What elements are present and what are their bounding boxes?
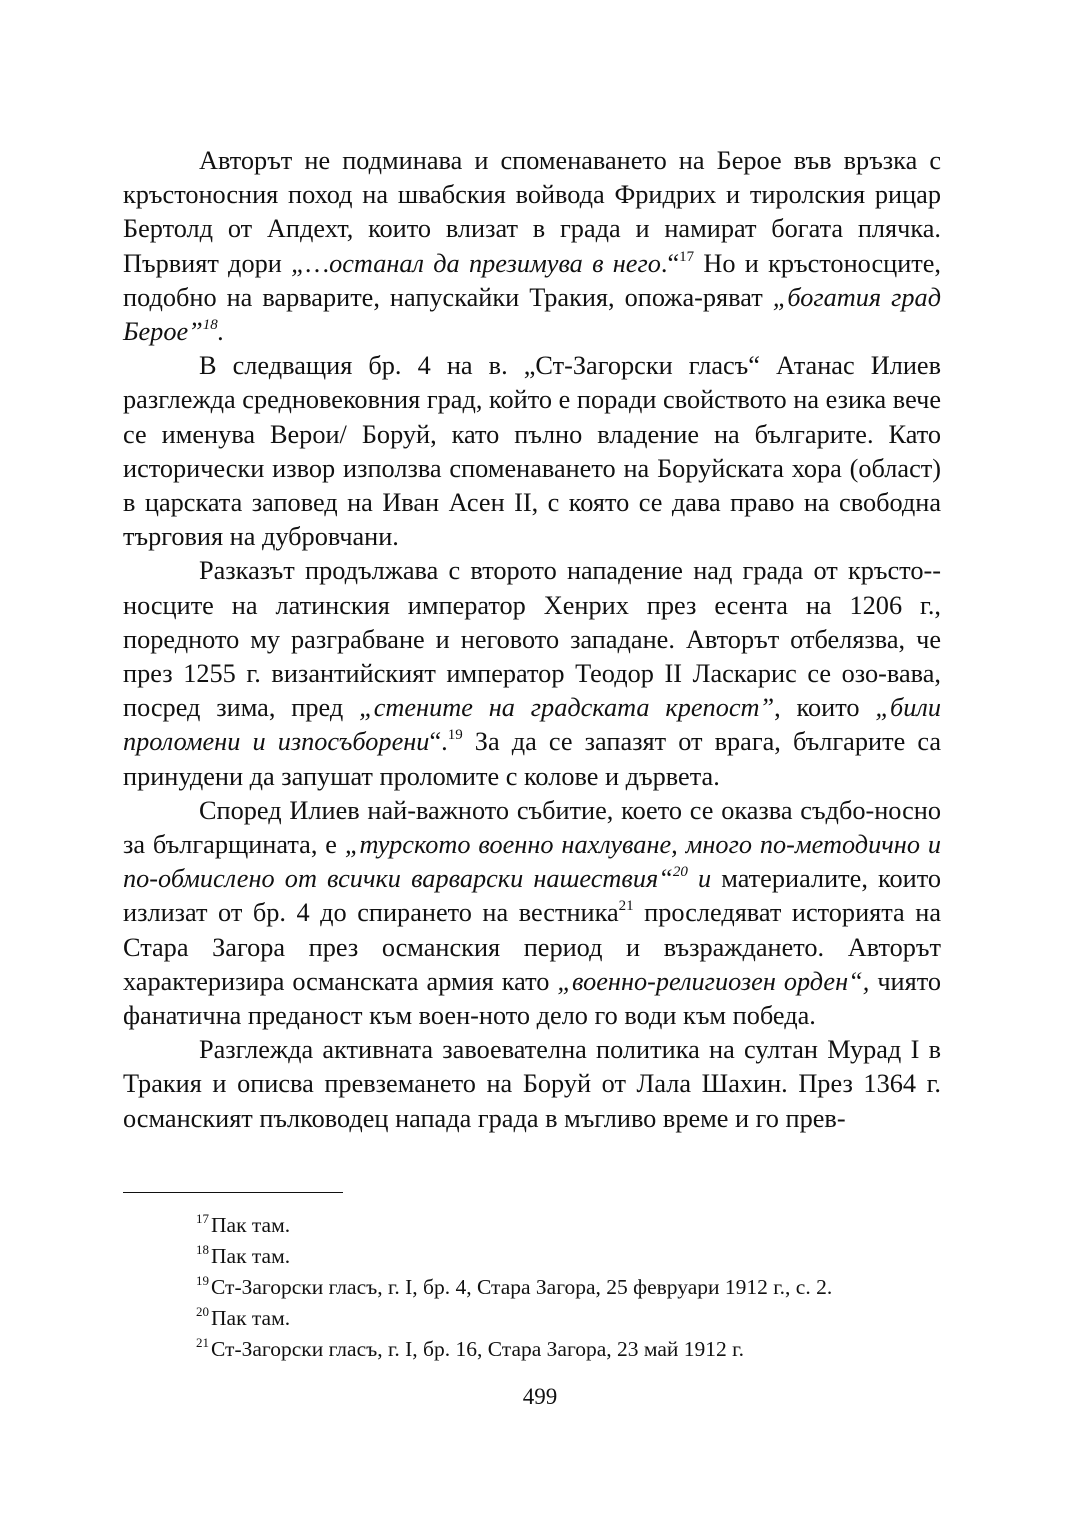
footnote-20: $^{20}$Пак там.: [196, 1304, 291, 1330]
footnote-ref-20: 20: [672, 864, 688, 881]
footnote-19: $^{19}$Ст-Загорски гласъ, г. I, бр. 4, Стара Загора, 25 февруари 1912 г., с. 2.: [196, 1273, 833, 1299]
footnotes: [196, 1210, 956, 1365]
footnote-ref-18: 18: [202, 317, 218, 334]
footnote-ref-17: 17: [679, 248, 695, 265]
page-number: 499: [522, 1384, 558, 1409]
footnote-18: $^{18}$Пак там.: [196, 1242, 291, 1268]
paragraph-2: В следващия бр. 4 на в. „Ст-Загорски гласъ“ Атанас Илиев разглежда средновековния град, който е поради свойството на езика вече се именува Верои/ Боруй, като пълно владение на българите. Като исторически извор използва споменаването на Боруйската хора (област) в царската заповед на Иван Асен II, с която се дава право на свободна търговия на дубровчани.: [123, 351, 941, 552]
paragraph-4: Според Илиев най-важното събитие, което се оказва съдбо-носно за българщината, е „турското военно нахлуване, много по-методично и по-обмислено от всички варварски нашествия“$^{20}$ и материалите, които излизат от бр. 4 до спирането на вестника$^{21}$ проследяват историята на Стара Загора през османския период и възраждането. Авторът характеризира османската армия като „военно-религиозен орден“, чиято фанатична преданост към воен-ното дело го води към победа.: [123, 795, 942, 1031]
paragraph-1: Авторът не подминава и споменаването на Берое във връзка с кръстоносния поход на швабския войвода Фридрих и тиролския рицар Бертолд от Апдехт, които влизат в града и намират богата плячка. Първият дори „…останал да презимува в него.“$^{17}$ Но и кръстоносците, подобно на варварите, напускайки Тракия, опожа-ряват „богатия град Берое”$^{18}$.: [123, 146, 942, 347]
paragraph-3: Разказът продължава с второто нападение над града от кръсто-носците на латинския император Хенрих през есента на 1206 г., поредното му разграбване и неговото западане. Авторът отбелязва, че през 1255 г. византийският император Теодор II Ласкарис се озо-вава, посред зима, пред „стените на градската крепост”, които „били проломени и изпосъборени“.$^{19}$ За да се запазят от врага, българите са принудени да запушат проломите с колове и дървета.: [123, 556, 942, 791]
footnote-ref-21: 21: [618, 898, 634, 915]
main-text: [123, 144, 941, 1136]
paragraph-5: Разглежда активната завоевателна политика на султан Мурад I в Тракия и описва превземането на Боруй от Лала Шахин. През 1364 г. османският пълководец напада града в мъгливо време и го прев-: [123, 1035, 941, 1133]
footnote-17: $^{17}$Пак там.: [196, 1211, 291, 1237]
footnote-21: $^{21}$Ст-Загорски гласъ, г. I, бр. 16, Стара Загора, 23 май 1912 г.: [196, 1335, 744, 1361]
footnote-ref-19: 19: [447, 727, 463, 744]
footnote-separator: [123, 1192, 343, 1193]
